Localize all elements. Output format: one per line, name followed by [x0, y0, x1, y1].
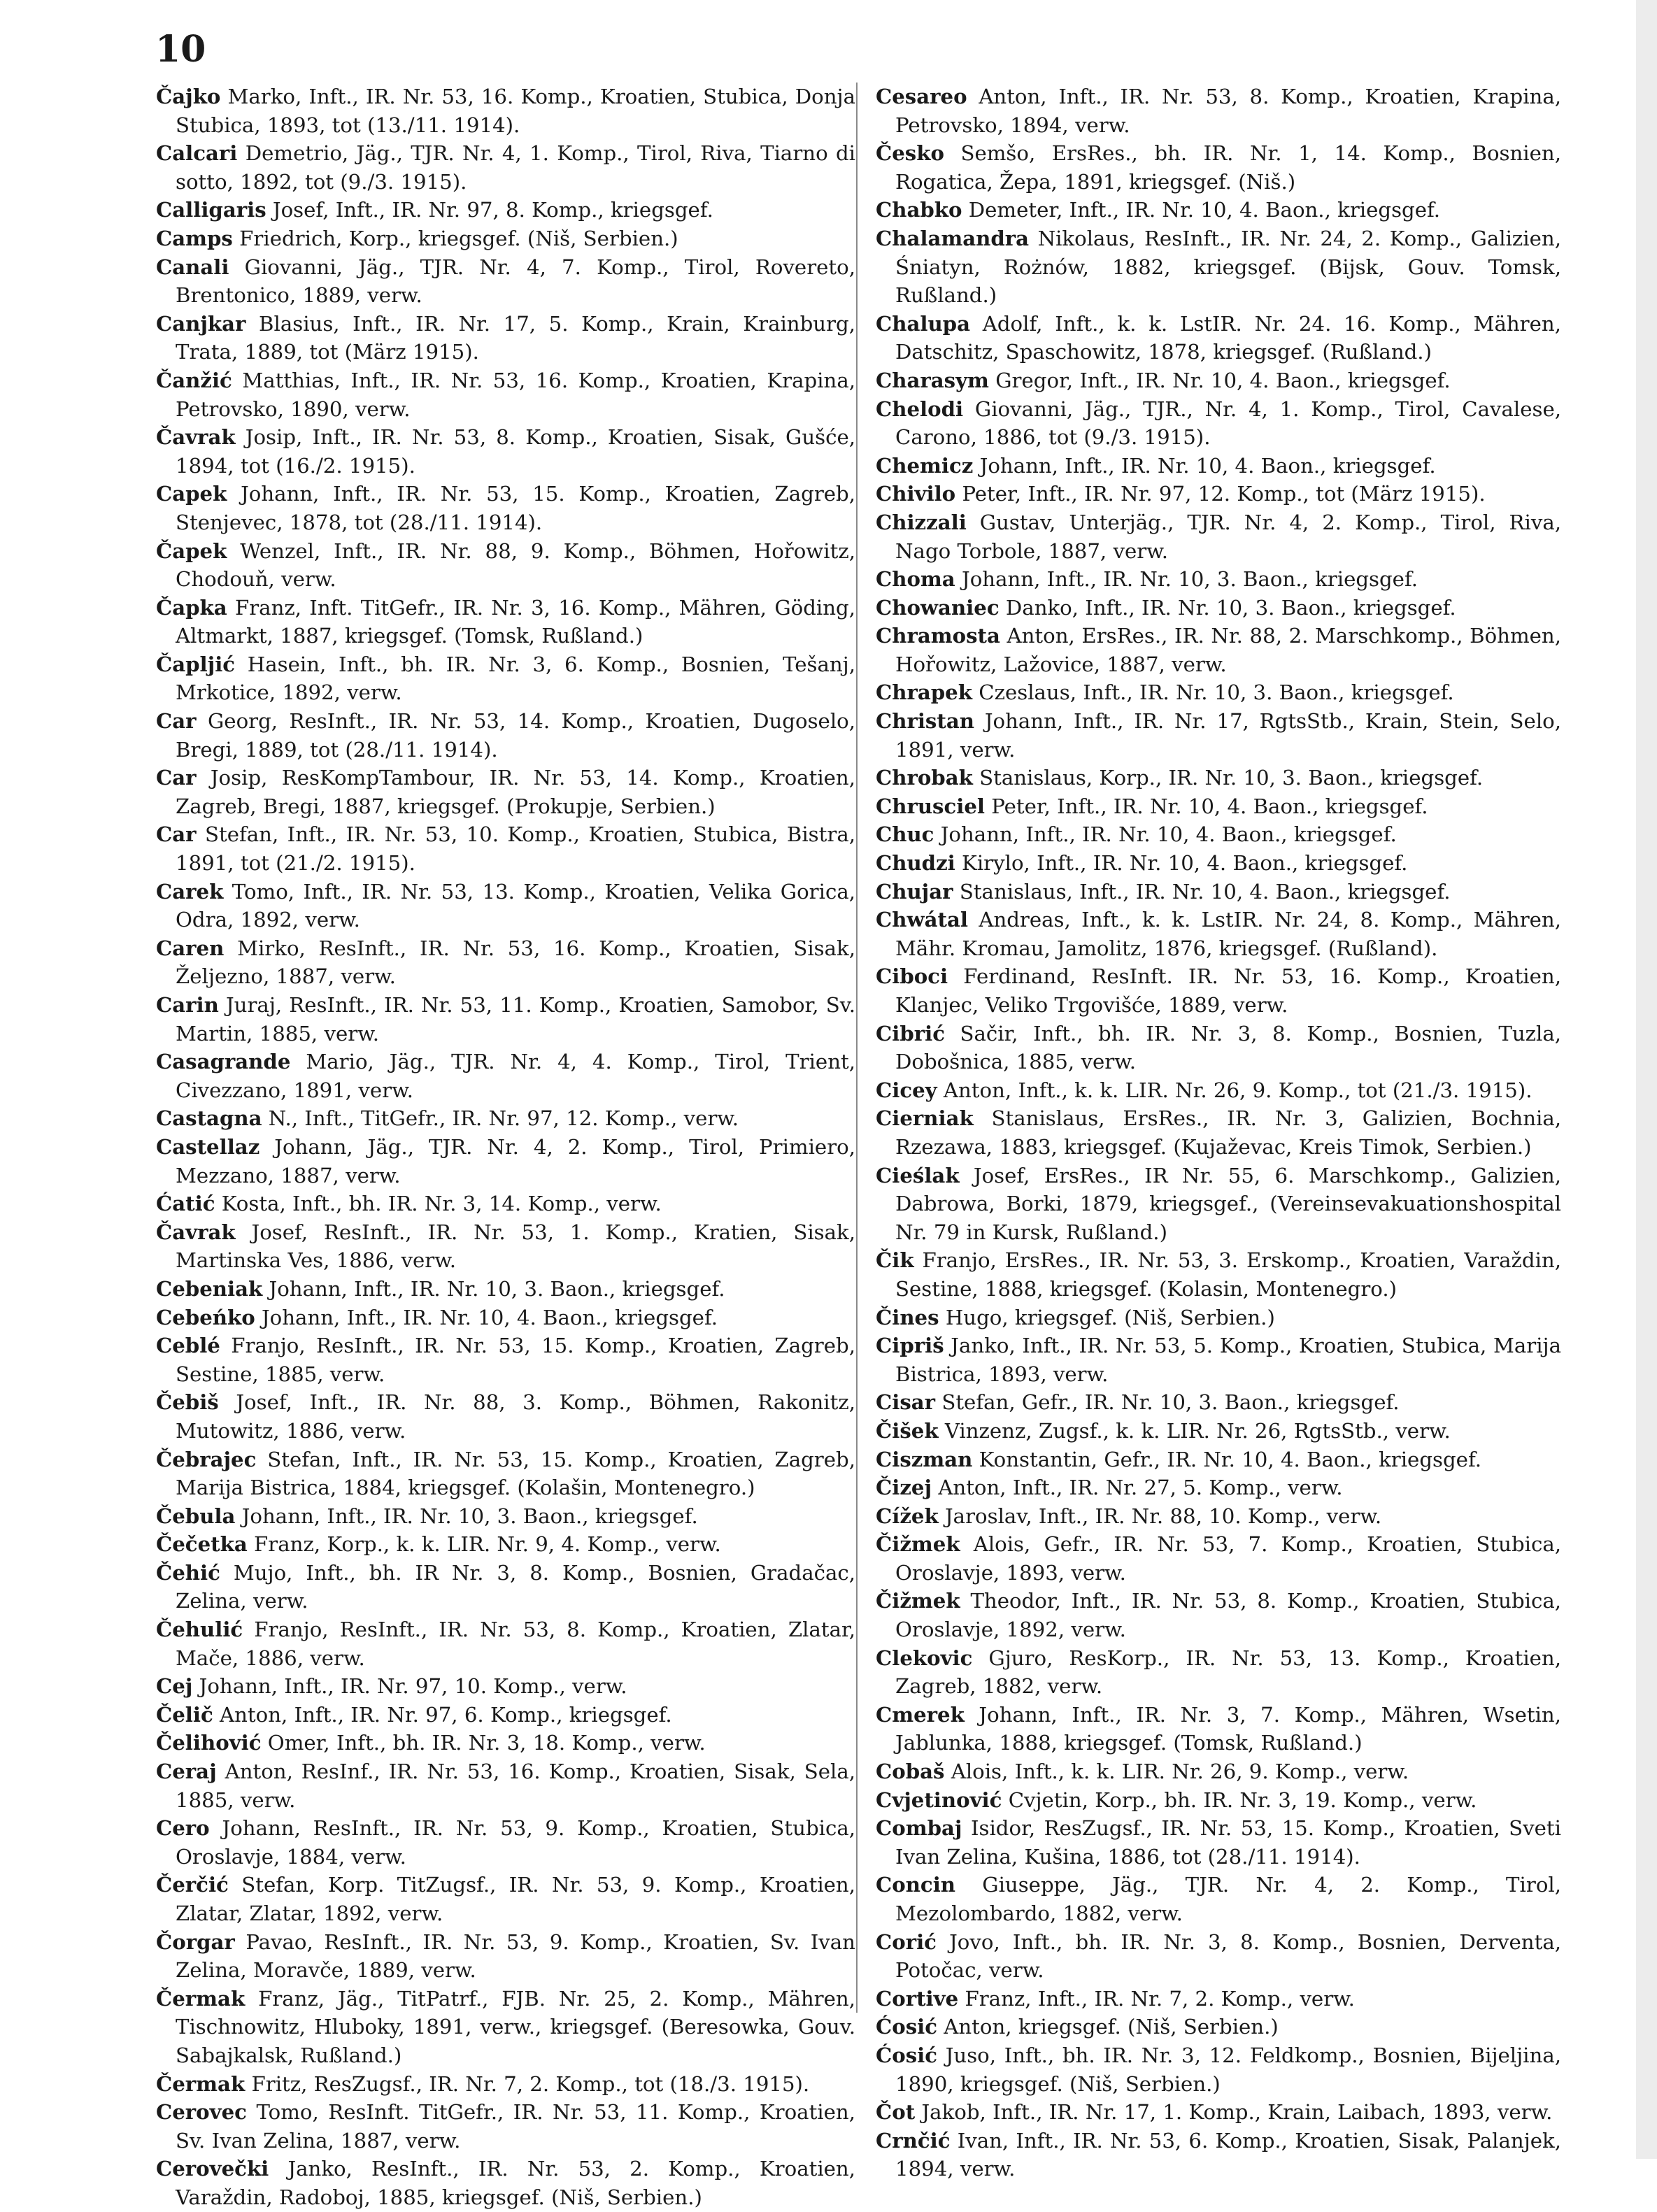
register-entry [156, 2155, 855, 2211]
register-entry [876, 366, 1561, 395]
register-entry [156, 1729, 855, 1757]
register-entry [876, 707, 1561, 764]
register-entry [156, 934, 855, 991]
entry-surname: Čehić [156, 1560, 220, 1585]
entry-surname: Čerčić [156, 1873, 229, 1897]
register-entry [156, 2070, 855, 2099]
register-entry [156, 878, 855, 934]
register-entry [156, 1672, 855, 1701]
entry-surname: Cmerek [876, 1702, 965, 1727]
entry-details: Semšo, ErsRes., bh. IR. Nr. 1, 14. Komp., Bosnien, Rogatica, Žepa, 1891, kriegsgef. (Niš.) [895, 141, 1561, 194]
register-entry [876, 1701, 1561, 1757]
register-entry [156, 764, 855, 820]
entry-details: Johann, Jäg., TJR. Nr. 4, 2. Komp., Tirol, Primiero, Mezzano, 1887, verw. [176, 1134, 856, 1187]
entry-details: Stanislaus, Korp., IR. Nr. 10, 3. Baon., kriegsgef. [979, 766, 1484, 790]
entry-details: Czeslaus, Inft., IR. Nr. 10, 3. Baon., kriegsgef. [979, 680, 1454, 705]
register-entry [876, 1474, 1561, 1502]
register-entry [156, 991, 855, 1048]
entry-surname: Čebiš [156, 1390, 219, 1415]
entry-details: Anton, Inft., IR. Nr. 97, 6. Komp., kriegsgef. [220, 1702, 672, 1727]
entry-details: Adolf, Inft., k. k. LstIR. Nr. 24. 16. Komp., Mähren, Datschitz, Spaschowitz, 1878, kriegsgef. (Rußland.) [895, 311, 1561, 364]
register-entry [876, 820, 1561, 849]
register-entry [876, 906, 1561, 962]
entry-details: Hasein, Inft., bh. IR. Nr. 3, 6. Komp., Bosnien, Tešanj, Mrkotice, 1892, verw. [176, 652, 855, 705]
entry-surname: Canali [156, 255, 229, 279]
entry-details: Johann, Inft., IR. Nr. 10, 4. Baon., kriegsgef. [261, 1305, 718, 1329]
entry-surname: Chalamandra [876, 226, 1030, 250]
page-edge-shadow [1636, 0, 1657, 2159]
register-entry [876, 1502, 1561, 1531]
entry-details: Franz, Korp., k. k. LIR. Nr. 9, 4. Komp., verw. [254, 1532, 721, 1557]
entry-details: Theodor, Inft., IR. Nr. 53, 8. Komp., Kroatien, Stubica, Oroslavje, 1892, verw. [895, 1589, 1561, 1642]
entry-surname: Chrapek [876, 680, 972, 705]
register-entry [876, 2098, 1561, 2127]
entry-surname: Cerovečki [156, 2157, 269, 2181]
entry-details: Fritz, ResZugsf., IR. Nr. 7, 2. Komp., tot (18./3. 1915). [251, 2071, 810, 2096]
register-entry [876, 1332, 1561, 1388]
entry-surname: Čorgar [156, 1929, 235, 1954]
entry-surname: Čavrak [156, 1220, 236, 1244]
entry-details: Gjuro, ResKorp., IR. Nr. 53, 13. Komp., Kroatien, Zagreb, 1882, verw. [895, 1646, 1562, 1699]
register-entry [876, 878, 1561, 906]
entry-surname: Combaj [876, 1816, 962, 1841]
entry-details: Hugo, kriegsgef. (Niš, Serbien.) [945, 1305, 1275, 1329]
register-entry [876, 1644, 1561, 1701]
entry-surname: Čelihović [156, 1731, 262, 1755]
register-entry [156, 224, 855, 253]
entry-surname: Ciszman [876, 1447, 973, 1471]
entry-surname: Čehulić [156, 1618, 243, 1642]
entry-details: Franjo, ResInft., IR. Nr. 53, 8. Komp., Kroatien, Zlatar, Mače, 1886, verw. [176, 1618, 855, 1670]
register-entry [156, 1275, 855, 1304]
entry-surname: Canjkar [156, 311, 246, 336]
register-entry [876, 962, 1561, 1019]
register-entry [156, 480, 855, 536]
register-entry [876, 1020, 1561, 1076]
register-entry [156, 1871, 855, 1927]
register-entry [156, 1928, 855, 1985]
entry-surname: Ćosić [876, 2015, 937, 2039]
entry-details: Giovanni, Jäg., TJR. Nr. 4, 7. Komp., Tirol, Rovereto, Brentonico, 1889, verw. [176, 255, 855, 308]
entry-details: Mirko, ResInft., IR. Nr. 53, 16. Komp., Kroatien, Sisak, Željezno, 1887, verw. [176, 936, 855, 989]
entry-details: Johann, Inft., IR. Nr. 10, 4. Baon., kriegsgef. [940, 822, 1397, 847]
register-entry [876, 1786, 1561, 1815]
entry-surname: Carin [156, 993, 219, 1017]
register-entry [876, 1446, 1561, 1474]
register-entry [876, 1417, 1561, 1446]
register-entry [156, 1814, 855, 1871]
entry-surname: Čebula [156, 1504, 236, 1528]
register-entry [876, 1587, 1561, 1643]
entry-surname: Cicey [876, 1078, 937, 1102]
entry-details: Friedrich, Korp., kriegsgef. (Niš, Serbien.) [239, 226, 678, 250]
entry-details: Stefan, Inft., IR. Nr. 53, 15. Komp., Kroatien, Zagreb, Marija Bistrica, 1884, kriegsgef. (Kolašin, Montenegro.) [176, 1447, 855, 1500]
entry-details: Wenzel, Inft., IR. Nr. 88, 9. Komp., Böhmen, Hořowitz, Chodouň, verw. [176, 538, 856, 592]
register-entry [876, 1076, 1561, 1105]
register-entry [156, 1388, 855, 1445]
entry-details: Mujo, Inft., bh. IR Nr. 3, 8. Komp., Bosnien, Gradačac, Zelina, verw. [176, 1560, 855, 1613]
entry-surname: Castellaz [156, 1134, 260, 1159]
entry-details: Konstantin, Gefr., IR. Nr. 10, 4. Baon., kriegsgef. [979, 1447, 1481, 1471]
entry-details: Demetrio, Jäg., TJR. Nr. 4, 1. Komp., Tirol, Riva, Tiarno di sotto, 1892, tot (9./3. 1915). [176, 141, 855, 194]
register-entry [876, 508, 1561, 565]
register-entry [156, 1218, 855, 1275]
entry-surname: Ceraj [156, 1760, 217, 1784]
entry-surname: Corić [876, 1929, 937, 1954]
entry-details: Matthias, Inft., IR. Nr. 53, 16. Komp., Kroatien, Krapina, Petrovsko, 1890, verw. [176, 368, 855, 421]
entry-details: Janko, ResInft., IR. Nr. 53, 2. Komp., Kroatien, Varaždin, Radoboj, 1885, kriegsgef. (Niš, Serbien.) [176, 2157, 856, 2209]
register-entry [876, 196, 1561, 224]
entry-surname: Čižmek [876, 1589, 960, 1613]
entry-surname: Casagrande [156, 1050, 291, 1074]
entry-surname: Car [156, 822, 197, 847]
entry-details: Tomo, ResInft. TitGefr., IR. Nr. 53, 11. Komp., Kroatien, Sv. Ivan Zelina, 1887, verw. [176, 2100, 855, 2153]
register-entry [876, 1757, 1561, 1786]
entry-details: Georg, ResInft., IR. Nr. 53, 14. Komp., Kroatien, Dugoselo, Bregi, 1889, tot (28./11. 1914). [176, 709, 856, 762]
entry-details: Kosta, Inft., bh. IR. Nr. 3, 14. Komp., verw. [221, 1192, 662, 1216]
entry-surname: Ćosić [876, 2043, 937, 2067]
entry-surname: Cvjetinović [876, 1788, 1002, 1812]
register-entry [156, 196, 855, 224]
register-entry [876, 622, 1561, 678]
register-entry [876, 2127, 1561, 2183]
entry-surname: Concin [876, 1873, 955, 1897]
register-entry [156, 1446, 855, 1502]
entry-surname: Ceblé [156, 1334, 220, 1358]
entry-surname: Čavrak [156, 425, 236, 450]
register-entry [876, 452, 1561, 480]
entry-surname: Cero [156, 1816, 210, 1841]
entry-details: Johann, Inft., IR. Nr. 10, 3. Baon., kriegsgef. [962, 567, 1418, 592]
entry-surname: Chowaniec [876, 595, 1000, 620]
entry-surname: Chemicz [876, 453, 974, 478]
entry-details: Cvjetin, Korp., bh. IR. Nr. 3, 19. Komp., verw. [1008, 1788, 1477, 1812]
register-entry [876, 2013, 1561, 2041]
entry-surname: Calligaris [156, 198, 266, 222]
register-entry [876, 480, 1561, 508]
entry-surname: Cesareo [876, 85, 967, 108]
entry-details: Josef, Inft., IR. Nr. 97, 8. Komp., kriegsgef. [272, 198, 713, 222]
entry-details: Jaroslav, Inft., IR. Nr. 88, 10. Komp., verw. [944, 1504, 1382, 1528]
entry-details: Stefan, Gefr., IR. Nr. 10, 3. Baon., kriegsgef. [941, 1390, 1400, 1415]
entry-surname: Čečetka [156, 1532, 248, 1557]
entry-details: Johann, Inft., IR. Nr. 17, RgtsStb., Krain, Stein, Selo, 1891, verw. [895, 709, 1562, 762]
register-entry [156, 537, 855, 594]
register-entry [876, 594, 1561, 622]
entry-surname: Clekovic [876, 1646, 973, 1670]
entry-details: Franz, Inft. TitGefr., IR. Nr. 3, 16. Komp., Mähren, Göding, Altmarkt, 1887, kriegsgef. (Tomsk, Rußland.) [176, 595, 855, 648]
register-entry [156, 1559, 855, 1615]
register-entry [156, 1701, 855, 1729]
register-entry [876, 1104, 1561, 1161]
register-entry [156, 1332, 855, 1388]
entry-details: Pavao, ResInft., IR. Nr. 53, 9. Komp., Kroatien, Sv. Ivan Zelina, Moravče, 1889, verw. [176, 1929, 855, 1983]
entry-details: Anton, ErsRes., IR. Nr. 88, 2. Marschkomp., Böhmen, Hořowitz, Lažovice, 1887, verw. [895, 624, 1562, 676]
entry-details: Johann, Inft., IR. Nr. 97, 10. Komp., verw. [199, 1674, 627, 1699]
entry-surname: Čanžić [156, 368, 232, 392]
register-entry [156, 253, 855, 310]
entry-details: Jakob, Inft., IR. Nr. 17, 1. Komp., Krain, Laibach, 1893, verw. [921, 2100, 1553, 2125]
entry-details: N., Inft., TitGefr., IR. Nr. 97, 12. Komp., verw. [268, 1106, 739, 1131]
register-entry [876, 1388, 1561, 1417]
entry-details: Marko, Inft., IR. Nr. 53, 16. Komp., Kroatien, Stubica, Donja Stubica, 1893, tot (13./11. 1914). [176, 85, 855, 137]
register-entry [156, 707, 855, 764]
entry-surname: Chrobak [876, 766, 973, 790]
register-entry [876, 395, 1561, 452]
entry-details: Sačir, Inft., bh. IR. Nr. 3, 8. Komp., Bosnien, Tuzla, Dobošnica, 1885, verw. [895, 1021, 1562, 1074]
entry-surname: Chwátal [876, 908, 968, 932]
entry-details: Johann, Inft., IR. Nr. 53, 15. Komp., Kroatien, Zagreb, Stenjevec, 1878, tot (28./11. 1914). [176, 482, 856, 534]
entry-details: Peter, Inft., IR. Nr. 97, 12. Komp., tot (März 1915). [962, 482, 1486, 506]
register-entry [876, 565, 1561, 594]
register-entry [876, 139, 1561, 196]
entry-surname: Chramosta [876, 624, 1000, 648]
entry-details: Alois, Gefr., IR. Nr. 53, 7. Komp., Kroatien, Stubica, Oroslavje, 1893, verw. [895, 1532, 1562, 1585]
entry-surname: Čapljić [156, 652, 236, 676]
entry-surname: Čines [876, 1305, 939, 1329]
entry-surname: Calcari [156, 141, 238, 166]
register-entry [876, 310, 1561, 366]
entry-surname: Cebeniak [156, 1276, 263, 1301]
entry-details: Peter, Inft., IR. Nr. 10, 4. Baon., kriegsgef. [991, 794, 1428, 818]
entry-details: Anton, Inft., k. k. LIR. Nr. 26, 9. Komp., tot (21./3. 1915). [943, 1078, 1532, 1102]
register-entry [156, 1190, 855, 1218]
entry-surname: Chujar [876, 879, 953, 904]
register-entry [156, 1615, 855, 1672]
entry-details: Demeter, Inft., IR. Nr. 10, 4. Baon., kriegsgef. [968, 198, 1441, 222]
entry-surname: Chivilo [876, 482, 956, 506]
entry-details: Alois, Inft., k. k. LIR. Nr. 26, 9. Komp., verw. [951, 1760, 1409, 1784]
entry-details: Franz, Inft., IR. Nr. 7, 2. Komp., verw. [965, 1986, 1355, 2011]
register-entry [156, 366, 855, 423]
register-entry [876, 1304, 1561, 1332]
entry-details: Vinzenz, Zugsf., k. k. LIR. Nr. 26, RgtsStb., verw. [944, 1418, 1451, 1443]
entry-surname: Chizzali [876, 510, 967, 534]
register-entry [156, 1104, 855, 1133]
entry-surname: Cibrić [876, 1021, 945, 1046]
register-entry [876, 792, 1561, 821]
entry-details: Gregor, Inft., IR. Nr. 10, 4. Baon., kriegsgef. [995, 368, 1451, 392]
entry-details: Anton, Inft., IR. Nr. 53, 8. Komp., Kroatien, Krapina, Petrovsko, 1894, verw. [895, 85, 1562, 137]
entry-details: Johann, Inft., IR. Nr. 10, 3. Baon., kriegsgef. [269, 1276, 725, 1301]
entry-surname: Car [156, 766, 197, 790]
entry-details: Franjo, ErsRes., IR. Nr. 53, 3. Erskomp., Kroatien, Varaždin, Sestine, 1888, kriegsgef. (Kolasin, Montenegro.) [895, 1248, 1562, 1301]
entry-details: Ferdinand, ResInft. IR. Nr. 53, 16. Komp., Kroatien, Klanjec, Veliko Trgovišće, 1889, verw. [895, 964, 1561, 1017]
entry-details: Isidor, ResZugsf., IR. Nr. 53, 15. Komp., Kroatien, Sveti Ivan Zelina, Kušina, 1886, tot (28./11. 1914). [895, 1816, 1561, 1869]
entry-details: Johann, Inft., IR. Nr. 3, 7. Komp., Mähren, Wsetin, Jablunka, 1888, kriegsgef. (Tomsk, Rußland.) [895, 1702, 1561, 1755]
entry-details: Stanislaus, Inft., IR. Nr. 10, 4. Baon., kriegsgef. [959, 879, 1451, 904]
entry-details: Mario, Jäg., TJR. Nr. 4, 4. Komp., Tirol, Trient, Civezzano, 1891, verw. [176, 1050, 856, 1102]
entry-surname: Čajko [156, 85, 221, 108]
entry-surname: Camps [156, 226, 233, 250]
register-entry [876, 1928, 1561, 1985]
entry-details: Gustav, Unterjäg., TJR. Nr. 4, 2. Komp., Tirol, Riva, Nago Torbole, 1887, verw. [895, 510, 1562, 563]
entry-details: Giuseppe, Jäg., TJR. Nr. 4, 2. Komp., Tirol, Mezolombardo, 1882, verw. [895, 1873, 1561, 1925]
left-column [156, 83, 855, 2212]
entry-surname: Čapka [156, 595, 227, 620]
register-entry [876, 2041, 1561, 2098]
entry-surname: Ćatić [156, 1192, 215, 1216]
entry-surname: Car [156, 709, 197, 734]
entry-details: Stefan, Korp. TitZugsf., IR. Nr. 53, 9. Komp., Kroatien, Zlatar, Zlatar, 1892, verw. [176, 1873, 855, 1925]
entry-surname: Castagna [156, 1106, 262, 1131]
register-entry [156, 1502, 855, 1531]
entry-surname: Chuc [876, 822, 934, 847]
entry-details: Franz, Jäg., TitPatrf., FJB. Nr. 25, 2. Komp., Mähren, Tischnowitz, Hluboky, 1891, verw., kriegsgef. (Beresowka, Gouv. Sabajkalsk, Rußland.) [176, 1986, 855, 2067]
register-entry [876, 1871, 1561, 1927]
register-entry [876, 1162, 1561, 1247]
register-entry [156, 820, 855, 877]
entry-details: Stanislaus, ErsRes., IR. Nr. 3, Galizien, Bochnia, Rzezawa, 1883, kriegsgef. (Kujaževac, Kreis Timok, Serbien.) [895, 1106, 1561, 1159]
register-entry [876, 1530, 1561, 1587]
right-column [876, 83, 1561, 2183]
register-entry [156, 1757, 855, 1814]
register-entry [156, 594, 855, 650]
register-entry [876, 1985, 1561, 2013]
entry-details: Josef, Inft., IR. Nr. 88, 3. Komp., Böhmen, Rakonitz, Mutowitz, 1886, verw. [176, 1390, 856, 1443]
entry-details: Josip, ResKompTambour, IR. Nr. 53, 14. Komp., Kroatien, Zagreb, Bregi, 1887, kriegsgef. (Prokupje, Serbien.) [176, 766, 855, 818]
entry-surname: Čermak [156, 1986, 246, 2011]
register-entry [876, 1246, 1561, 1303]
entry-surname: Cieślak [876, 1163, 960, 1187]
entry-surname: Cej [156, 1674, 193, 1699]
register-entry [156, 310, 855, 366]
entry-details: Andreas, Inft., k. k. LstIR. Nr. 24, 8. Komp., Mähren, Mähr. Kromau, Jamolitz, 1876, kriegsgef. (Rußland). [895, 908, 1562, 960]
entry-details: Josip, Inft., IR. Nr. 53, 8. Komp., Kroatien, Sisak, Gušće, 1894, tot (16./2. 1915). [176, 425, 855, 478]
entry-details: Josef, ResInft., IR. Nr. 53, 1. Komp., Kratien, Sisak, Martinska Ves, 1886, verw. [176, 1220, 856, 1273]
register-entry [156, 1304, 855, 1332]
entry-details: Juraj, ResInft., IR. Nr. 53, 11. Komp., Kroatien, Samobor, Sv. Martin, 1885, verw. [176, 993, 856, 1046]
register-entry [156, 1985, 855, 2070]
entry-surname: Chabko [876, 198, 962, 222]
register-entry [156, 423, 855, 480]
register-entry [156, 1530, 855, 1559]
register-entry [876, 1814, 1561, 1871]
entry-surname: Čermak [156, 2071, 246, 2096]
entry-surname: Charasym [876, 368, 989, 392]
entry-details: Anton, kriegsgef. (Niš, Serbien.) [944, 2015, 1279, 2039]
register-entry [156, 1133, 855, 1190]
register-entry [156, 83, 855, 139]
register-entry [876, 678, 1561, 707]
entry-details: Franjo, ResInft., IR. Nr. 53, 15. Komp., Kroatien, Zagreb, Sestine, 1885, verw. [176, 1334, 855, 1386]
entry-surname: Crnčić [876, 2128, 951, 2153]
column-divider [856, 83, 858, 2013]
entry-surname: Čelič [156, 1702, 213, 1727]
entry-surname: Čizej [876, 1476, 932, 1500]
entry-details: Tomo, Inft., IR. Nr. 53, 13. Komp., Kroatien, Velika Gorica, Odra, 1892, verw. [176, 879, 855, 932]
entry-details: Giovanni, Jäg., TJR., Nr. 4, 1. Komp., Tirol, Cavalese, Carono, 1886, tot (9./3. 1915). [895, 397, 1562, 450]
register-entry [876, 764, 1561, 792]
entry-surname: Cisar [876, 1390, 936, 1415]
entry-surname: Cipriš [876, 1334, 944, 1358]
entry-surname: Cebeńko [156, 1305, 255, 1329]
entry-surname: Čebrajec [156, 1447, 257, 1471]
register-entry [156, 1048, 855, 1104]
entry-surname: Christan [876, 709, 974, 734]
entry-surname: Cerovec [156, 2100, 247, 2125]
entry-surname: Cortive [876, 1986, 959, 2011]
register-entry [156, 139, 855, 196]
entry-details: Janko, Inft., IR. Nr. 53, 5. Komp., Kroatien, Stubica, Marija Bistrica, 1893, verw. [895, 1334, 1561, 1386]
entry-details: Johann, Inft., IR. Nr. 10, 4. Baon., kriegsgef. [979, 453, 1436, 478]
entry-surname: Čižmek [876, 1532, 960, 1557]
entry-surname: Capek [156, 482, 227, 506]
entry-details: Nikolaus, ResInft., IR. Nr. 24, 2. Komp., Galizien, Śniatyn, Rożnów, 1882, kriegsgef. (Bijsk, Gouv. Tomsk, Rußland.) [895, 226, 1561, 308]
entry-surname: Caren [156, 936, 225, 960]
entry-surname: Cížek [876, 1504, 939, 1528]
entry-surname: Čišek [876, 1418, 939, 1443]
entry-details: Ivan, Inft., IR. Nr. 53, 6. Komp., Kroatien, Sisak, Palanjek, 1894, verw. [895, 2128, 1561, 2181]
register-entry [876, 849, 1561, 878]
entry-details: Stefan, Inft., IR. Nr. 53, 10. Komp., Kroatien, Stubica, Bistra, 1891, tot (21./2. 1915). [176, 822, 856, 876]
entry-details: Danko, Inft., IR. Nr. 10, 3. Baon., kriegsgef. [1005, 595, 1456, 620]
entry-surname: Ciboci [876, 964, 948, 989]
entry-details: Johann, ResInft., IR. Nr. 53, 9. Komp., Kroatien, Stubica, Oroslavje, 1884, verw. [176, 1816, 856, 1869]
entry-surname: Chelodi [876, 397, 964, 421]
register-entry [156, 650, 855, 707]
entry-details: Omer, Inft., bh. IR. Nr. 3, 18. Komp., verw. [267, 1731, 706, 1755]
entry-details: Josef, ErsRes., IR Nr. 55, 6. Marschkomp., Galizien, Dabrowa, Borki, 1879, kriegsgef., (Vereinsevakuationshospital Nr. 79 in Kursk, Rußland.) [895, 1163, 1561, 1244]
page-number: 10 [155, 28, 206, 71]
entry-surname: Čot [876, 2100, 916, 2125]
entry-details: Kirylo, Inft., IR. Nr. 10, 4. Baon., kriegsgef. [962, 851, 1408, 876]
entry-surname: Cobaš [876, 1760, 945, 1784]
entry-details: Anton, ResInf., IR. Nr. 53, 16. Komp., Kroatien, Sisak, Sela, 1885, verw. [176, 1760, 856, 1812]
entry-details: Johann, Inft., IR. Nr. 10, 3. Baon., kriegsgef. [241, 1504, 698, 1528]
entry-surname: Česko [876, 141, 944, 166]
entry-surname: Cierniak [876, 1106, 974, 1131]
entry-surname: Choma [876, 567, 955, 592]
entry-surname: Chudzi [876, 851, 955, 876]
entry-surname: Chrusciel [876, 794, 985, 818]
entry-surname: Čik [876, 1248, 914, 1273]
entry-surname: Carek [156, 879, 224, 904]
entry-details: Blasius, Inft., IR. Nr. 17, 5. Komp., Krain, Krainburg, Trata, 1889, tot (März 1915). [176, 311, 856, 364]
entry-details: Jovo, Inft., bh. IR. Nr. 3, 8. Komp., Bosnien, Derventa, Potočac, verw. [895, 1929, 1561, 1983]
register-entry [156, 2098, 855, 2155]
register-entry [876, 224, 1561, 310]
entry-details: Juso, Inft., bh. IR. Nr. 3, 12. Feldkomp., Bosnien, Bijeljina, 1890, kriegsgef. (Niš, Serbien.) [895, 2043, 1561, 2096]
register-entry [876, 83, 1561, 139]
entry-surname: Čapek [156, 538, 227, 563]
entry-details: Anton, Inft., IR. Nr. 27, 5. Komp., verw. [938, 1476, 1343, 1500]
entry-surname: Chalupa [876, 311, 970, 336]
